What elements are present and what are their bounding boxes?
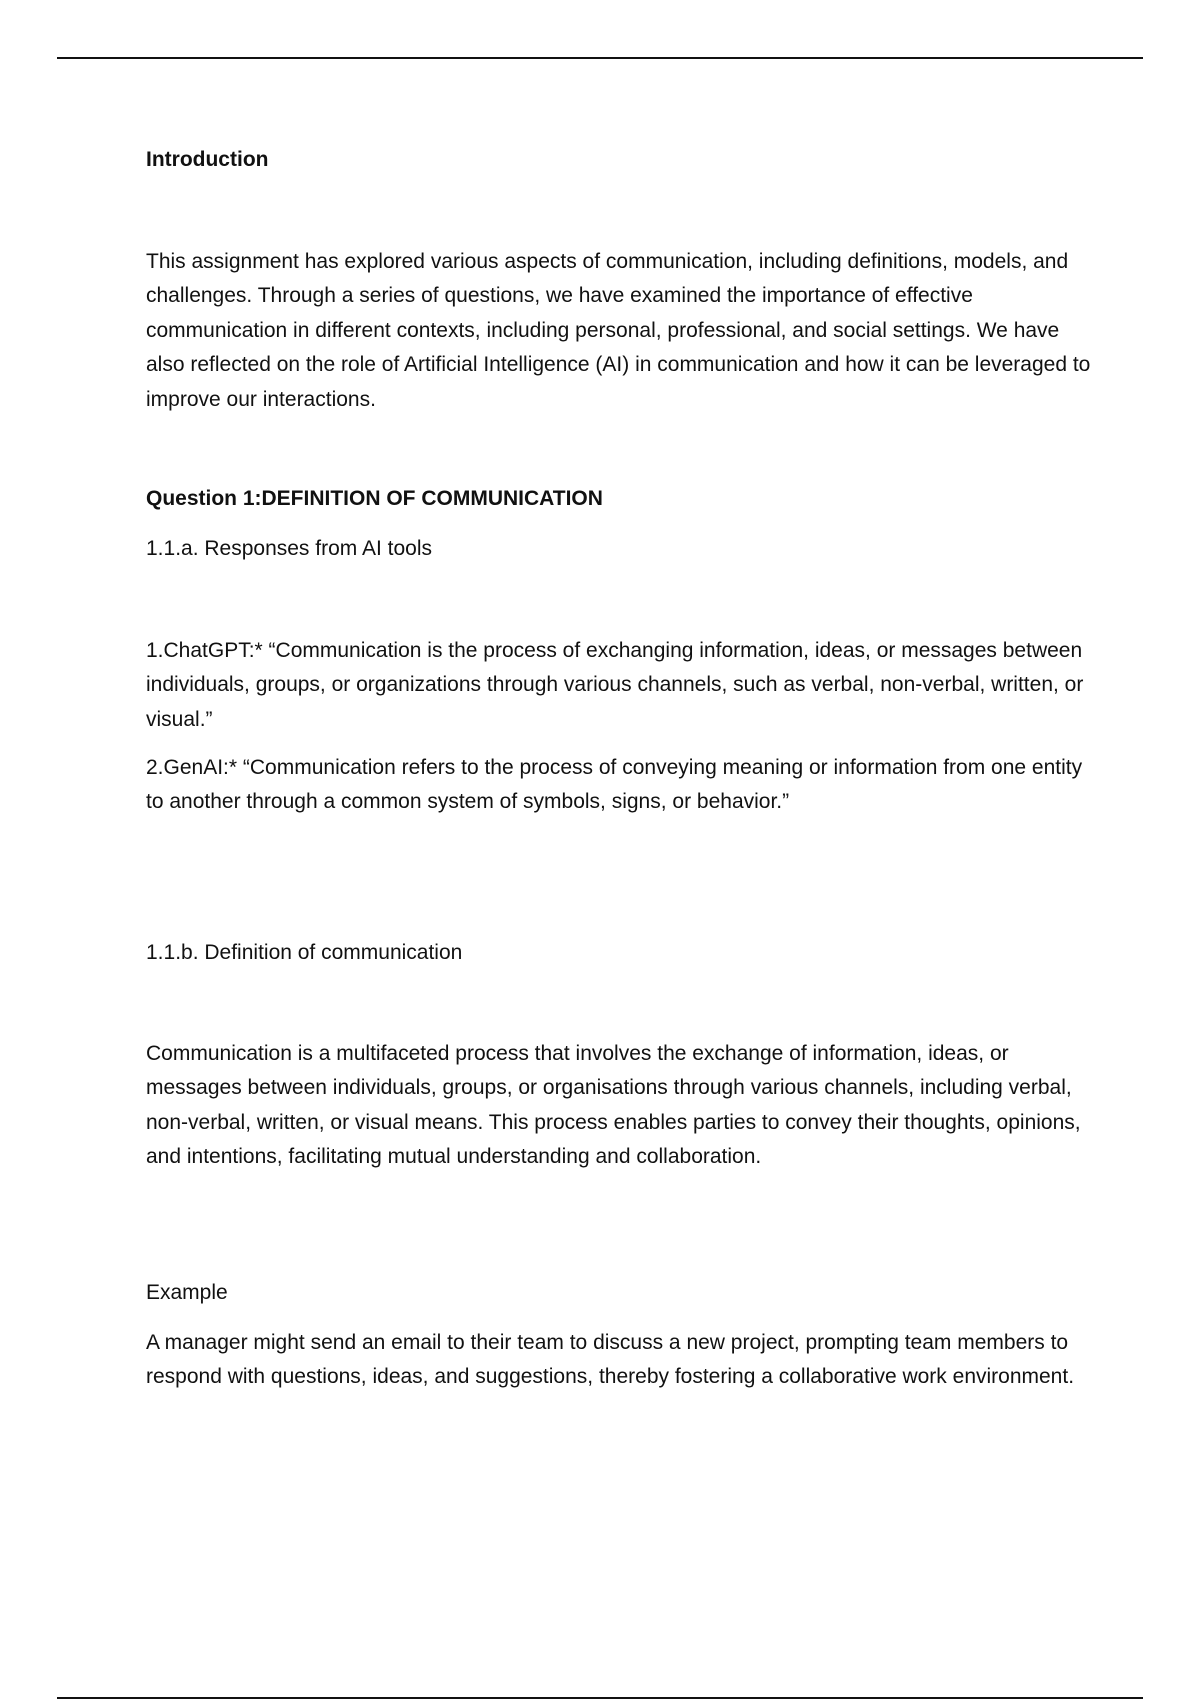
top-divider: [57, 57, 1143, 59]
example-label: Example: [146, 1281, 228, 1304]
response-genai: 2.GenAI:* “Communication refers to the process of conveying meaning or information from one entity to another through a common system of symbols, signs, or behavior.”: [146, 756, 1083, 814]
subheading-1-1-b: 1.1.b. Definition of communication: [146, 941, 463, 964]
intro-heading: Introduction: [146, 148, 269, 171]
subheading-1-1-a: 1.1.a. Responses from AI tools: [146, 537, 432, 560]
question-1-heading: Question 1:DEFINITION OF COMMUNICATION: [146, 487, 603, 510]
bottom-divider: [57, 1697, 1143, 1699]
definition-paragraph: Communication is a multifaceted process that involves the exchange of information, ideas, or messages between individuals, groups, or organisations through various channels, including verbal, non-verbal, written, or visual means. This process enables parties to convey their thoughts, opinions, and intentions, facilitating mutual understanding and collaboration.: [146, 1042, 1081, 1169]
intro-paragraph: This assignment has explored various aspects of communication, including definitions, models, and challenges. Through a series of questions, we have examined the importance of effective communication in different contexts, including personal, professional, and social settings. We have also reflected on the role of Artificial Intelligence (AI) in communication and how it can be leveraged to improve our interactions.: [146, 250, 1091, 411]
example-paragraph: A manager might send an email to their team to discuss a new project, prompting team members to respond with questions, ideas, and suggestions, thereby fostering a collaborative work environment.: [146, 1331, 1075, 1389]
response-chatgpt: 1.ChatGPT:* “Communication is the process of exchanging information, ideas, or messages between individuals, groups, or organizations through various channels, such as verbal, non-verbal, written, or visual.”: [146, 639, 1084, 731]
